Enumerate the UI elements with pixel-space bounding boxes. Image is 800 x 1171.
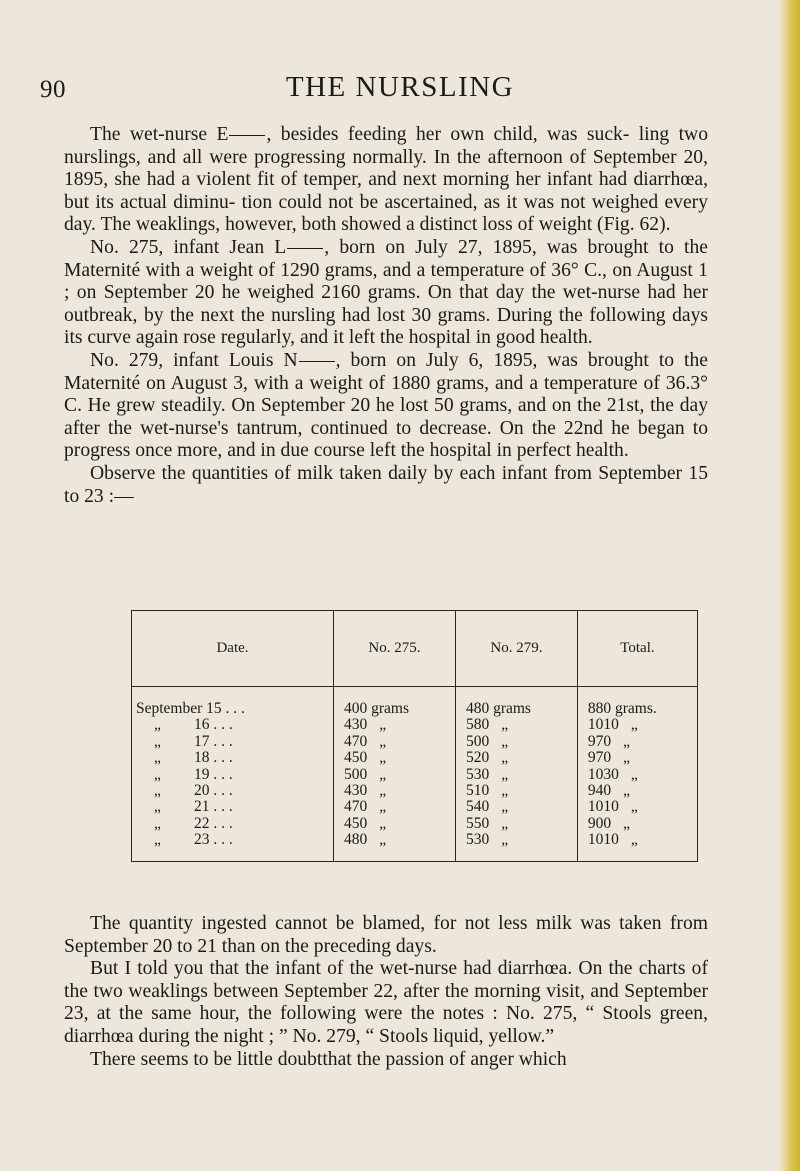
no-275-column [333, 687, 455, 862]
ditto-mark: „ [501, 831, 509, 849]
table-cell-no-279 [456, 783, 577, 799]
ditto-mark: „ [154, 781, 161, 799]
ditto-mark: „ [630, 831, 638, 849]
ditto-mark: „ [501, 749, 509, 767]
cell-value: 23 . . . [194, 831, 233, 849]
table-cell-no-279 [456, 767, 577, 783]
paragraph-quantity: The quantity ingested cannot be blamed, for not less milk was taken from September 20 to 21 than on the preceding days. [64, 913, 708, 957]
table-cell-date [132, 816, 333, 832]
paragraph-wet-nurse [64, 124, 708, 237]
paragraph-text: , besides feeding her own child, was suck- ling two nurslings, and all were progressing normally. In the afternoon of September 20, 1895, she had a violent fit of temper, and next morning her infant had diarrhœa, but its actual diminu- tion could not be ascertained, as it was not weighed every day. The weaklings, however, both showed a distinct loss of weight (Fig. 62). [64, 124, 708, 236]
date-column [132, 687, 334, 862]
paragraph-text: No. 275, infant Jean L [90, 236, 287, 258]
no-279-column [455, 687, 577, 862]
paragraph-no-279 [64, 350, 708, 463]
table-cell-no-275 [334, 783, 455, 799]
paragraph-text: The wet-nurse E [90, 124, 229, 145]
ditto-mark: „ [379, 814, 387, 832]
table-cell-date [132, 750, 333, 766]
cell-value: 1010 [587, 798, 619, 816]
table-header-row [132, 611, 698, 687]
header-total: Total. [577, 611, 697, 687]
cell-value: 900 [587, 814, 612, 832]
paragraph-text: , born on July 27, 1895, was brought to the Maternité with a weight of 1290 grams, and a temperature of 36° C., on August 1 ; on September 20 he weighed 2160 grams. On that day the wet-nurse had her outbreak, by the next the nursling had lost 30 grams. During the following days its curve again rose regularly, and it left the hospital in good health. [64, 236, 708, 349]
cell-value: 480 grams [465, 700, 531, 717]
table-cell-total [578, 717, 697, 733]
running-title: THE NURSLING [285, 71, 515, 103]
table-cell-total [578, 750, 697, 766]
table-cell-date [132, 701, 333, 717]
table-cell-date [132, 799, 333, 815]
cell-value: 520 [465, 749, 490, 767]
paragraph-no-275 [64, 237, 708, 350]
cell-value: 1030 [587, 765, 619, 783]
cell-value: 940 [587, 781, 612, 799]
cell-value: 450 [343, 749, 368, 767]
header-no-279: No. 279. [455, 611, 577, 687]
cell-value: 18 . . . [194, 749, 233, 767]
table-cell-date [132, 717, 333, 733]
table-cell-total [578, 783, 697, 799]
ditto-mark: „ [630, 765, 638, 783]
paragraph-text: , born on July 6, 1895, was brought to the Maternité on August 3, with a weight of 1880 grams, and a temperature of 36.3° C. He grew steadily. On September 20 he lost 50 grams, and on the 21st, the day after the wet-nurse's tantrum, continued to decrease. On the 22nd he began to progress once more, and in due course left the hospital in perfect health. [64, 349, 708, 462]
table-cell-total [578, 832, 697, 848]
ditto-mark: „ [379, 765, 387, 783]
ditto-mark: „ [154, 831, 161, 849]
ditto-mark: „ [501, 765, 509, 783]
ditto-mark: „ [379, 716, 387, 734]
cell-value: 430 [343, 716, 368, 734]
cell-value: 500 [465, 732, 490, 750]
ditto-mark: „ [630, 798, 638, 816]
cell-value: 510 [465, 781, 490, 799]
table-cell-no-279 [456, 816, 577, 832]
ditto-mark: „ [501, 781, 509, 799]
table-body-row [132, 687, 698, 862]
name-dash [229, 135, 265, 136]
ditto-mark: „ [379, 781, 387, 799]
paragraph-diarrhoea: But I told you that the infant of the wet-nurse had diarrhœa. On the charts of the two weaklings between September 22, after the morning visit, and September 23, at the same hour, the following were the notes : No. 275, “ Stools green, diarrhœa during the night ; ” No. 279, “ Stools liquid, yellow.” [64, 958, 708, 1047]
ditto-mark: „ [501, 798, 509, 816]
cell-value: 970 [587, 732, 612, 750]
table-cell-no-275 [334, 832, 455, 848]
table-cell-total [578, 701, 697, 717]
table-cell-no-279 [456, 701, 577, 717]
ditto-mark: „ [501, 814, 509, 832]
cell-value: 480 [343, 831, 368, 849]
cell-value: 970 [587, 749, 612, 767]
milk-quantity-table [131, 610, 698, 862]
cell-value: 470 [343, 732, 368, 750]
ditto-mark: „ [379, 732, 387, 750]
table-cell-total [578, 734, 697, 750]
paragraph-text: No. 279, infant Louis N [90, 349, 298, 371]
cell-value: 880 grams. [587, 700, 657, 717]
paragraph-anger: There seems to be little doubtthat the passion of anger which [90, 1048, 567, 1070]
body-text-bottom [64, 913, 708, 1071]
cell-value: 430 [343, 781, 368, 799]
name-dash [287, 248, 323, 249]
cell-value: 500 [343, 765, 368, 783]
table-cell-no-279 [456, 734, 577, 750]
page-number: 90 [40, 76, 66, 103]
ditto-mark: „ [501, 716, 509, 734]
ditto-mark: „ [501, 732, 509, 750]
table-cell-total [578, 799, 697, 815]
table-cell-no-279 [456, 799, 577, 815]
cell-value: 16 . . . [194, 716, 233, 734]
paragraph-observe [64, 463, 708, 508]
table-cell-no-275 [334, 701, 455, 717]
cell-value: 19 . . . [194, 765, 233, 783]
paragraph-text: Observe the quantities of milk taken daily by each infant from September 15 to 23 :— [64, 462, 708, 507]
cell-value: 470 [343, 798, 368, 816]
name-dash [299, 361, 335, 362]
cell-value: 580 [465, 716, 490, 734]
table-cell-no-275 [334, 717, 455, 733]
table-cell-no-275 [334, 767, 455, 783]
ditto-mark: „ [379, 798, 387, 816]
body-text-top [64, 124, 708, 508]
table-cell-no-275 [334, 816, 455, 832]
table-cell-total [578, 767, 697, 783]
cell-value: September 15 . . . [136, 700, 245, 717]
table-cell-total [578, 816, 697, 832]
table-cell-date [132, 783, 333, 799]
ditto-mark: „ [379, 749, 387, 767]
table-cell-date [132, 832, 333, 848]
ditto-mark: „ [379, 831, 387, 849]
cell-value: 17 . . . [194, 732, 233, 750]
table-cell-no-275 [334, 799, 455, 815]
table-cell-no-279 [456, 750, 577, 766]
cell-value: 530 [465, 765, 490, 783]
ditto-mark: „ [154, 749, 161, 767]
cell-value: 20 . . . [194, 781, 233, 799]
table-cell-no-279 [456, 832, 577, 848]
ditto-mark: „ [154, 814, 161, 832]
table-cell-no-275 [334, 750, 455, 766]
ditto-mark: „ [630, 716, 638, 734]
cell-value: 450 [343, 814, 368, 832]
ditto-mark: „ [623, 732, 631, 750]
cell-value: 1010 [587, 831, 619, 849]
header-date: Date. [132, 611, 334, 687]
table-cell-no-275 [334, 734, 455, 750]
table-cell-date [132, 767, 333, 783]
table-cell-no-279 [456, 717, 577, 733]
ditto-mark: „ [154, 798, 161, 816]
ditto-mark: „ [154, 716, 161, 734]
cell-value: 530 [465, 831, 490, 849]
header-no-275: No. 275. [333, 611, 455, 687]
ditto-mark: „ [623, 781, 631, 799]
cell-value: 1010 [587, 716, 619, 734]
table-cell-date [132, 734, 333, 750]
cell-value: 540 [465, 798, 490, 816]
ditto-mark: „ [623, 749, 631, 767]
ditto-mark: „ [623, 814, 631, 832]
cell-value: 22 . . . [194, 814, 233, 832]
total-column [577, 687, 697, 862]
ditto-mark: „ [154, 732, 161, 750]
cell-value: 550 [465, 814, 490, 832]
cell-value: 21 . . . [194, 798, 233, 816]
page-edge-stain [778, 0, 800, 1171]
cell-value: 400 grams [343, 700, 409, 717]
ditto-mark: „ [154, 765, 161, 783]
